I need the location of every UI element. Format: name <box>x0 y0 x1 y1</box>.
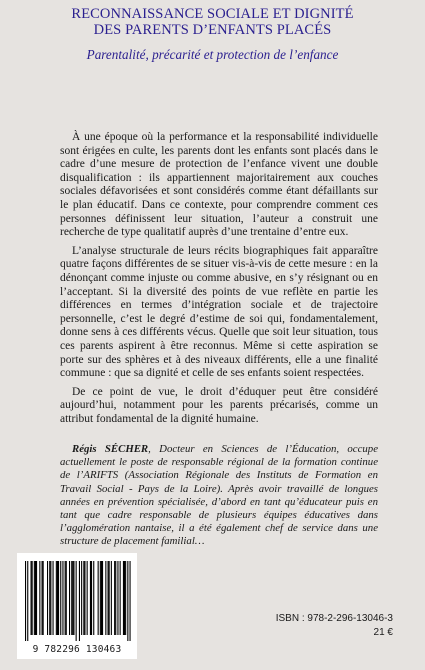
barcode-bar <box>58 561 59 635</box>
barcode-bar <box>108 561 109 635</box>
blurb-paragraph-2: L’analyse structurale de leurs récits biographiques fait apparaître quatre façons différentes de se situer vis-à-vis de cette mesure : en la dénonçant comme injuste ou comme abusive, en s’y résignant ou en l’acceptant. Si la diversité des points de vue reflète en partie les différences en termes d’intégration sociale et de trajectoire personnelle, c’est le degré d’estime de soi qui, fondamentalement, donne sens à ces différents vécus. Quelle que soit leur situation, tous ces parents aspirent à être reconnus. Même si cette aspiration se porte sur des sphères et à des niveaux différents, elle a une finalité commune : que sa dignité et celle de ses enfants soient respectées. <box>60 244 378 380</box>
barcode-bar <box>114 561 115 635</box>
barcode-bar <box>91 561 92 635</box>
barcode-bar <box>27 561 28 641</box>
barcode-bar <box>66 561 67 635</box>
title-line-1: RECONNAISSANCE SOCIALE ET DIGNITÉ <box>71 6 354 22</box>
barcode-bar <box>57 561 58 635</box>
barcode-bar <box>109 561 110 635</box>
barcode <box>17 553 137 659</box>
barcode-bar <box>53 561 54 635</box>
barcode-bar <box>101 561 102 635</box>
barcode-bar <box>73 561 74 635</box>
barcode-bar <box>127 561 128 641</box>
book-subtitle: Parentalité, précarité et protection de l’enfance <box>86 47 339 62</box>
barcode-bar <box>69 561 70 635</box>
blurb-paragraph-1: À une époque où la performance et la responsabilité individuelle sont érigées en culte, les parents dont les enfants sont placés dans le cadre d’une mesure de protection de l’enfance vivent une double disqualification : ils appartiennent majoritairement aux couches sociales défavorisées et sont considérés comme étant défaillants sur le plan éducatif. Dans ce contexte, pour comprendre comment ces personnes définissent leur situation, l’auteur a construit une recherche de type qualitatif auprès d’une trentaine d’entre eux. <box>60 131 378 239</box>
barcode-bar <box>87 561 88 635</box>
barcode-bar <box>50 561 51 635</box>
barcode-bar <box>43 561 44 635</box>
blurb-paragraph-3: De ce point de vue, le droit d’éduquer peut être considéré aujourd’hui, notamment pour les parents précarisés, comme un attribut fondamental de la dignité humaine. <box>60 385 378 425</box>
barcode-bar <box>93 561 94 635</box>
barcode-bar <box>84 561 85 635</box>
barcode-bar <box>32 561 33 635</box>
barcode-bar <box>47 561 48 635</box>
barcode-bar <box>42 561 43 635</box>
author-bio-text: , Docteur en Sciences de l’Éducation, occupe actuellement le poste de responsable régional de la formation continue de l’ARIFTS (Association Régionale des Instituts de Formation en Travail Social - Pays de la Loire). Après avoir travaillé de longues années en prévention spécialisée, d’abord en tant qu’éducateur puis en tant que cadre responsable de plusieurs équipes éducatives dans l’agglomération nantaise, il a été également chef de service dans une structure de placement familial… <box>60 443 378 548</box>
barcode-bar <box>102 561 103 635</box>
barcode-bar <box>98 561 99 635</box>
barcode-bar <box>90 561 91 635</box>
barcode-bar <box>100 561 101 635</box>
barcode-bar <box>56 561 57 635</box>
title-line-2: DES PARENTS D’ENFANTS PLACÉS <box>93 22 332 38</box>
price: 21 € <box>373 627 393 638</box>
isbn-number: ISBN : 978-2-296-13046-3 <box>275 613 393 624</box>
blurb <box>60 131 378 431</box>
barcode-bar <box>81 561 82 635</box>
barcode-bar <box>62 561 63 635</box>
barcode-bar <box>39 561 40 635</box>
barcode-bar <box>35 561 36 635</box>
barcode-bar <box>72 561 73 635</box>
author-bio <box>60 443 378 549</box>
barcode-bar <box>71 561 72 635</box>
barcode-bar <box>25 561 26 641</box>
barcode-bar <box>79 561 80 641</box>
barcode-bar <box>105 561 106 635</box>
barcode-bar <box>124 561 125 635</box>
barcode-bar <box>34 561 35 635</box>
barcode-bar <box>120 561 121 635</box>
barcode-bar <box>36 561 37 635</box>
barcode-bar <box>76 561 77 641</box>
barcode-bars <box>23 561 131 641</box>
barcode-bar <box>130 561 131 641</box>
barcode-bar <box>115 561 116 635</box>
barcode-bar <box>49 561 50 635</box>
barcode-bar <box>65 561 66 635</box>
barcode-bar <box>83 561 84 635</box>
author-name: Régis SÉCHER <box>72 443 149 455</box>
barcode-bar <box>111 561 112 635</box>
barcode-bar <box>31 561 32 635</box>
barcode-bar <box>117 561 118 635</box>
barcode-bar <box>125 561 126 635</box>
barcode-bar <box>60 561 61 635</box>
book-title <box>20 6 405 38</box>
publication-info <box>276 612 393 640</box>
barcode-bar <box>123 561 124 635</box>
barcode-digits: 9 782296 130463 <box>32 644 122 655</box>
